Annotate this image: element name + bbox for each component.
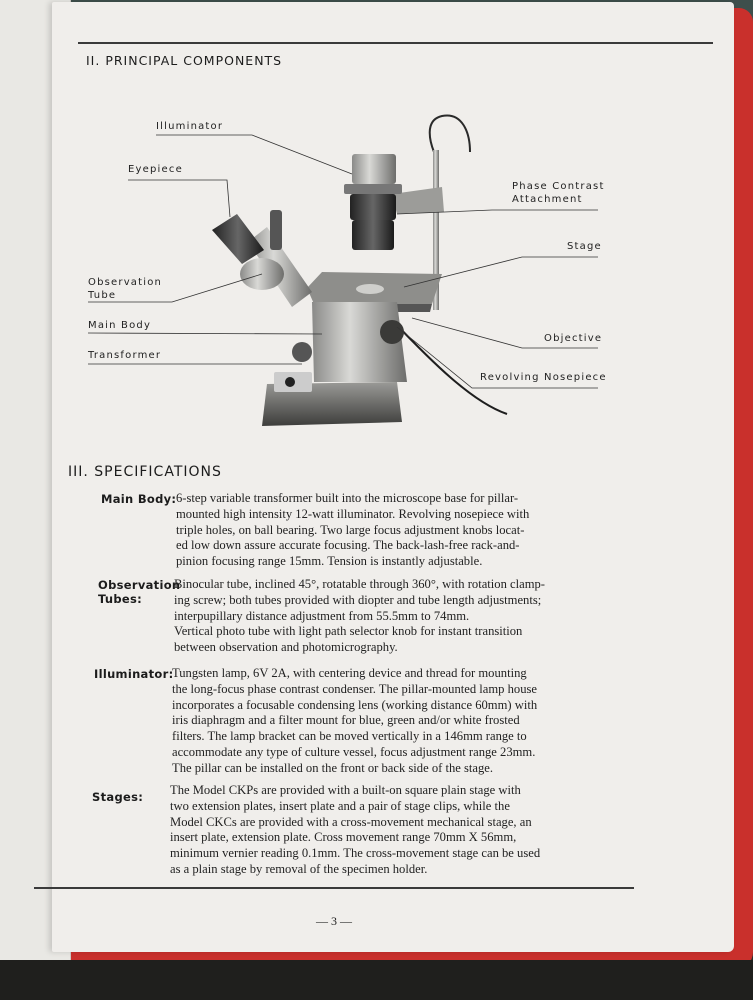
callout-illuminator: Illuminator — [156, 121, 224, 132]
spec-label-observation-1: Observation — [98, 578, 181, 592]
callout-observation-tube-2: Tube — [88, 290, 117, 301]
callout-observation-tube-1: Observation — [88, 277, 163, 288]
callout-objective: Objective — [544, 333, 603, 344]
spec-text-observation-tubes: Binocular tube, inclined 45°, rotatable through 360°, with rotation clamp- ing screw; both tubes provided with diopter and tube length adjustments; interpupillary distance adjustment from 55.5mm to 74mm. Vertical photo tube with light path selector knob for instant transition between observation and photomicrography. — [174, 577, 546, 655]
spec-label-observation-2: Tubes: — [98, 592, 143, 606]
spec-text-illuminator: Tungsten lamp, 6V 2A, with centering device and thread for mounting the long-focus phase contrast condenser. The pillar-mounted lamp house incorporates a focusable condensing lens (working distance 60mm) with iris diaphragm and a filter mount for blue, green and/or white frosted filters. The lamp bracket can be moved vertically in a 146mm range to accommodate any type of culture vessel, focus adjustment range 23mm. The pillar can be installed on the front or back side of the stage. — [172, 666, 538, 775]
principal-components-heading: II. PRINCIPAL COMPONENTS — [86, 53, 283, 68]
callout-transformer: Transformer — [88, 350, 162, 361]
spec-text-main-body: 6-step variable transformer built into the microscope base for pillar- mounted high intensity 12-watt illuminator. Revolving nosepiece with triple holes, on ball bearing. Two large focus adjustment knobs locat- ed low down assure accurate focusing. The back-lash-free rack-and- pinion focusing range 15mm. Tension is instantly adjustable. — [176, 491, 530, 569]
callout-eyepiece: Eyepiece — [128, 164, 183, 175]
spec-label-illuminator: Illuminator: — [94, 667, 174, 681]
page-number: — 3 — — [316, 914, 352, 928]
spec-text-stages: The Model CKPs are provided with a built-on square plain stage with two extension plates, insert plate and a pair of stage clips, while the Model CKCs are provided with a cross-movement mechanical stage, an insert plate, extension plate. Cross movement range 70mm X 56mm, minimum vernier reading 0.1mm. The cross-movement stage can be used as a plain stage by removal of the specimen holder. — [170, 783, 541, 876]
callout-stage: Stage — [567, 241, 602, 252]
callout-main-body: Main Body — [88, 320, 152, 331]
manual-page — [52, 2, 734, 952]
spec-label-main-body: Main Body: — [101, 492, 177, 506]
spec-label-stages: Stages: — [92, 790, 144, 804]
callout-revolving-nosepiece: Revolving Nosepiece — [480, 372, 607, 383]
table-edge — [0, 960, 753, 1000]
callout-leader-lines — [52, 2, 734, 442]
bottom-rule — [34, 887, 634, 889]
callout-phase-contrast-2: Attachment — [512, 194, 583, 205]
callout-phase-contrast-1: Phase Contrast — [512, 181, 605, 192]
specifications-heading: III. SPECIFICATIONS — [68, 464, 222, 480]
